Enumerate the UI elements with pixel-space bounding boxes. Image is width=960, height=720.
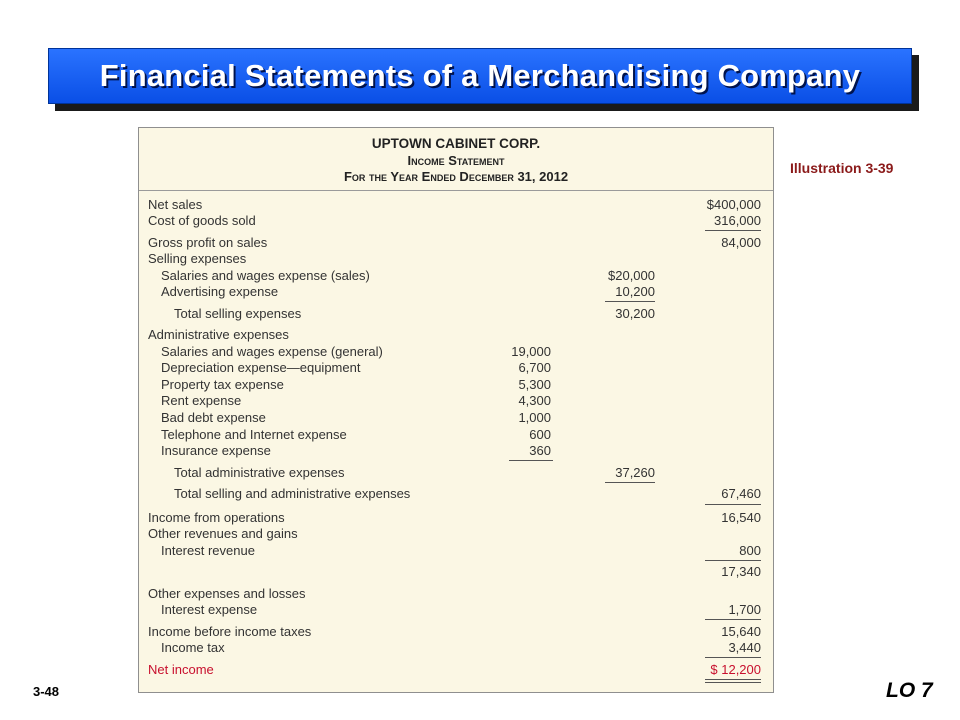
row-amount: 10,200 xyxy=(615,284,655,299)
row-amount: 1,700 xyxy=(728,602,761,617)
row-label: Total selling expenses xyxy=(174,306,302,321)
row-amount: 316,000 xyxy=(714,213,761,228)
row-amount: 30,200 xyxy=(615,306,655,321)
double-underline-top xyxy=(705,679,761,680)
header-divider xyxy=(139,190,773,191)
row-label: Gross profit on sales xyxy=(148,235,268,250)
row-label: Depreciation expense—equipment xyxy=(161,360,361,375)
statement-period: For the Year Ended December 31, 2012 xyxy=(343,169,569,184)
row-label: Income tax xyxy=(161,640,225,655)
row-label: Bad debt expense xyxy=(161,410,266,425)
row-bad-debt xyxy=(139,410,773,426)
row-amount: 67,460 xyxy=(721,486,761,501)
row-cogs xyxy=(139,213,773,229)
company-name: UPTOWN CABINET CORP. xyxy=(371,136,541,151)
row-amount: $ 12,200 xyxy=(710,662,761,677)
row-amount: 3,440 xyxy=(728,640,761,655)
row-label: Net sales xyxy=(148,197,203,212)
slide-number: 3-48 xyxy=(33,684,60,699)
row-label: Interest expense xyxy=(161,602,258,617)
row-label: Telephone and Internet expense xyxy=(161,427,347,442)
row-advertising xyxy=(139,284,773,300)
underline xyxy=(605,301,655,302)
row-rent xyxy=(139,393,773,409)
underline xyxy=(705,504,761,505)
row-amount: $400,000 xyxy=(706,197,761,212)
row-label: Income from operations xyxy=(148,510,285,525)
row-amount: 800 xyxy=(739,543,761,558)
row-amount: 84,000 xyxy=(721,235,761,250)
row-label: Property tax expense xyxy=(161,377,284,392)
row-amount: 15,640 xyxy=(721,624,761,639)
row-income-before-tax xyxy=(139,624,773,640)
underline xyxy=(705,619,761,620)
row-amount: 37,260 xyxy=(615,465,655,480)
income-statement xyxy=(138,127,774,693)
row-amount: 16,540 xyxy=(721,510,761,525)
underline xyxy=(509,460,553,461)
row-label: Selling expenses xyxy=(148,251,247,266)
row-label: Net income xyxy=(148,662,214,677)
row-selling-header xyxy=(139,251,773,267)
illustration-label: Illustration 3-39 xyxy=(790,160,894,176)
row-amount: 1,000 xyxy=(518,410,551,425)
row-label: Rent expense xyxy=(161,393,242,408)
underline xyxy=(605,482,655,483)
row-income-operations xyxy=(139,510,773,526)
row-label: Advertising expense xyxy=(161,284,279,299)
row-label: Income before income taxes xyxy=(148,624,312,639)
row-total-admin xyxy=(139,465,773,481)
row-label: Salaries and wages expense (sales) xyxy=(161,268,370,283)
row-label: Interest revenue xyxy=(161,543,255,558)
row-telephone xyxy=(139,427,773,443)
underline xyxy=(705,560,761,561)
row-label: Other revenues and gains xyxy=(148,526,298,541)
slide-title: Financial Statements of a Merchandising Company xyxy=(99,58,861,93)
row-interest-expense xyxy=(139,602,773,618)
row-other-expenses-header xyxy=(139,586,773,602)
row-net-sales xyxy=(139,197,773,213)
row-salaries-general xyxy=(139,344,773,360)
row-amount: 5,300 xyxy=(518,377,551,392)
row-amount: 17,340 xyxy=(721,564,761,579)
row-total-selling xyxy=(139,306,773,322)
learning-objective: LO 7 xyxy=(886,679,933,702)
underline xyxy=(705,230,761,231)
row-interest-revenue xyxy=(139,543,773,559)
row-net-income xyxy=(139,662,773,678)
double-underline-bottom xyxy=(705,682,761,683)
row-amount: $20,000 xyxy=(608,268,655,283)
row-gross-profit xyxy=(139,235,773,251)
row-amount: 360 xyxy=(529,443,551,458)
row-income-tax xyxy=(139,640,773,656)
row-label: Salaries and wages expense (general) xyxy=(161,344,383,359)
row-property-tax xyxy=(139,377,773,393)
row-amount: 600 xyxy=(529,427,551,442)
row-label: Other expenses and losses xyxy=(148,586,306,601)
row-total-selling-admin xyxy=(139,486,773,502)
row-subtotal xyxy=(139,564,773,580)
row-label: Total administrative expenses xyxy=(174,465,345,480)
row-label: Cost of goods sold xyxy=(148,213,256,228)
row-insurance xyxy=(139,443,773,459)
row-label: Total selling and administrative expenses xyxy=(174,486,411,501)
statement-name: Income Statement xyxy=(407,153,505,168)
row-salaries-sales xyxy=(139,268,773,284)
row-admin-header xyxy=(139,327,773,343)
row-label: Insurance expense xyxy=(161,443,271,458)
title-banner xyxy=(48,48,912,104)
row-amount: 6,700 xyxy=(518,360,551,375)
row-amount: 19,000 xyxy=(511,344,551,359)
underline xyxy=(705,657,761,658)
row-amount: 4,300 xyxy=(518,393,551,408)
row-other-revenues-header xyxy=(139,526,773,542)
row-label: Administrative expenses xyxy=(148,327,289,342)
row-depreciation xyxy=(139,360,773,376)
